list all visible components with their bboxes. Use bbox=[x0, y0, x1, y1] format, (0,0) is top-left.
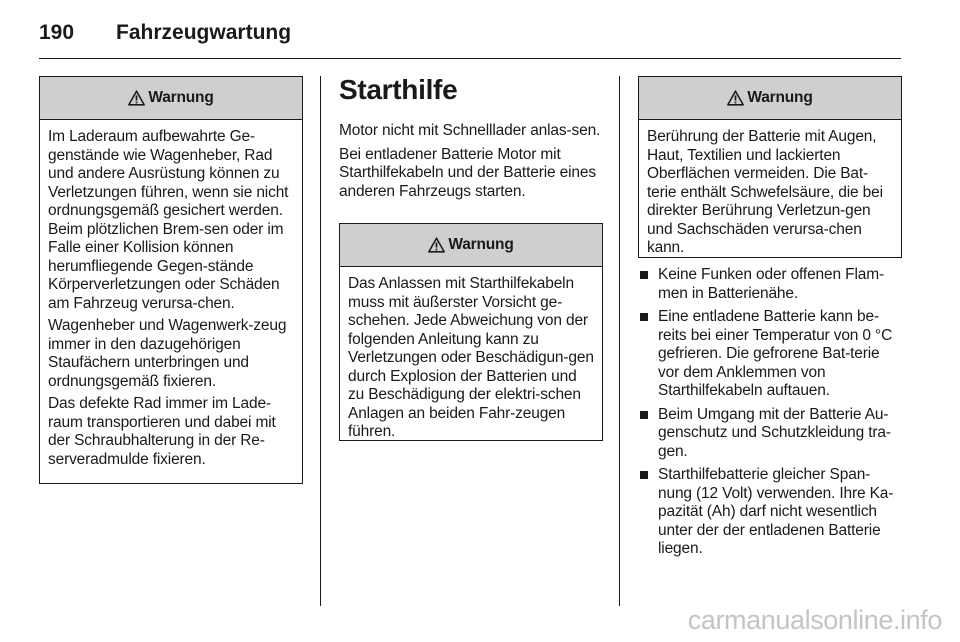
warning-header bbox=[340, 224, 602, 267]
section-intro bbox=[339, 122, 601, 206]
warning-body bbox=[340, 267, 602, 456]
warning-triangle-icon bbox=[428, 237, 445, 253]
intro-paragraph: Bei entladener Batterie Motor mit Starthilfekabeln und der Batterie eines anderen Fahrzeugs starten. bbox=[339, 145, 596, 200]
column-divider-right bbox=[619, 76, 620, 606]
intro-paragraph: Motor nicht mit Schnelllader anlas-sen. bbox=[339, 122, 601, 139]
square-bullet-icon bbox=[640, 313, 648, 321]
warning-header bbox=[40, 77, 302, 120]
page-number: 190 bbox=[39, 21, 75, 44]
list-item-text: Eine entladene Batterie kann be-reits bei einer Temperatur von 0 °C gefrieren. Die gefrorene Bat-terie vor dem Anklemmen von Starthilfekabeln auftauen. bbox=[658, 308, 893, 399]
column-divider-left bbox=[320, 76, 321, 606]
list-item bbox=[638, 266, 902, 303]
warning-triangle-icon bbox=[128, 90, 145, 106]
warning-title: Warnung bbox=[448, 236, 514, 253]
list-item bbox=[638, 406, 902, 462]
warning-box-jumpstart bbox=[339, 223, 603, 441]
bullet-list bbox=[638, 266, 902, 564]
warning-title: Warnung bbox=[747, 89, 813, 106]
list-item-text: Starthilfebatterie gleicher Span-nung (12 Volt) verwenden. Ihre Ka-pazität (Ah) darf nicht wesentlich unter der der entladenen Batterie liegen. bbox=[658, 466, 894, 557]
list-item bbox=[638, 308, 902, 401]
page-title: Fahrzeugwartung bbox=[116, 21, 292, 44]
warning-paragraph: Berührung der Batterie mit Augen, Haut, Textilien und lackierten Oberflächen vermeiden. Die Bat-terie enthält Schwefelsäure, die bei direkter Berührung Verletzun-gen und Sachschäden verursa-chen kann. bbox=[647, 128, 883, 256]
watermark: carmanualsonline.info bbox=[687, 605, 942, 635]
warning-paragraph: Das defekte Rad immer im Lade-raum transportieren und dabei mit der Schraubhalterung in der Re-serveradmulde fixieren. bbox=[48, 395, 276, 468]
warning-paragraph: Das Anlassen mit Starthilfekabeln muss mit äußerster Vorsicht ge-schehen. Jede Abweichung von der folgenden Anleitung kann zu Verletzungen oder Beschädigun-gen durch Explosion der Batterien und zu Beschädigung der elektri-schen Anlagen an beiden Fahr-zeugen führen. bbox=[348, 275, 594, 440]
square-bullet-icon bbox=[640, 271, 648, 279]
warning-box-battery-acid bbox=[638, 76, 902, 258]
list-item bbox=[638, 466, 902, 559]
section-title: Starthilfe bbox=[339, 74, 458, 105]
warning-header bbox=[639, 77, 901, 120]
warning-box-luggage bbox=[39, 76, 303, 484]
header-rule bbox=[39, 58, 901, 59]
warning-paragraph: Wagenheber und Wagenwerk-zeug immer in den dazugehörigen Staufächern unterbringen und ordnungsgemäß fixieren. bbox=[48, 317, 287, 390]
list-item-text: Beim Umgang mit der Batterie Au-genschutz und Schutzkleidung tra-gen. bbox=[658, 405, 891, 460]
warning-body bbox=[639, 120, 901, 272]
warning-body bbox=[40, 120, 302, 483]
square-bullet-icon bbox=[640, 411, 648, 419]
square-bullet-icon bbox=[640, 471, 648, 479]
warning-triangle-icon bbox=[727, 90, 744, 106]
warning-title: Warnung bbox=[148, 89, 214, 106]
list-item-text: Keine Funken oder offenen Flam-men in Batterienähe. bbox=[658, 266, 884, 302]
page-header bbox=[39, 18, 291, 48]
warning-paragraph: Im Laderaum aufbewahrte Ge-genstände wie Wagenheber, Rad und andere Ausrüstung können zu Verletzungen führen, wenn sie nicht ordnungsgemäß gesichert werden. Beim plötzlichen Brem-sen oder im Falle einer Kollision können herumfliegende Gegen-stände Körperverletzungen oder Schäden am Fahrzeug verursa-chen. bbox=[48, 128, 289, 312]
